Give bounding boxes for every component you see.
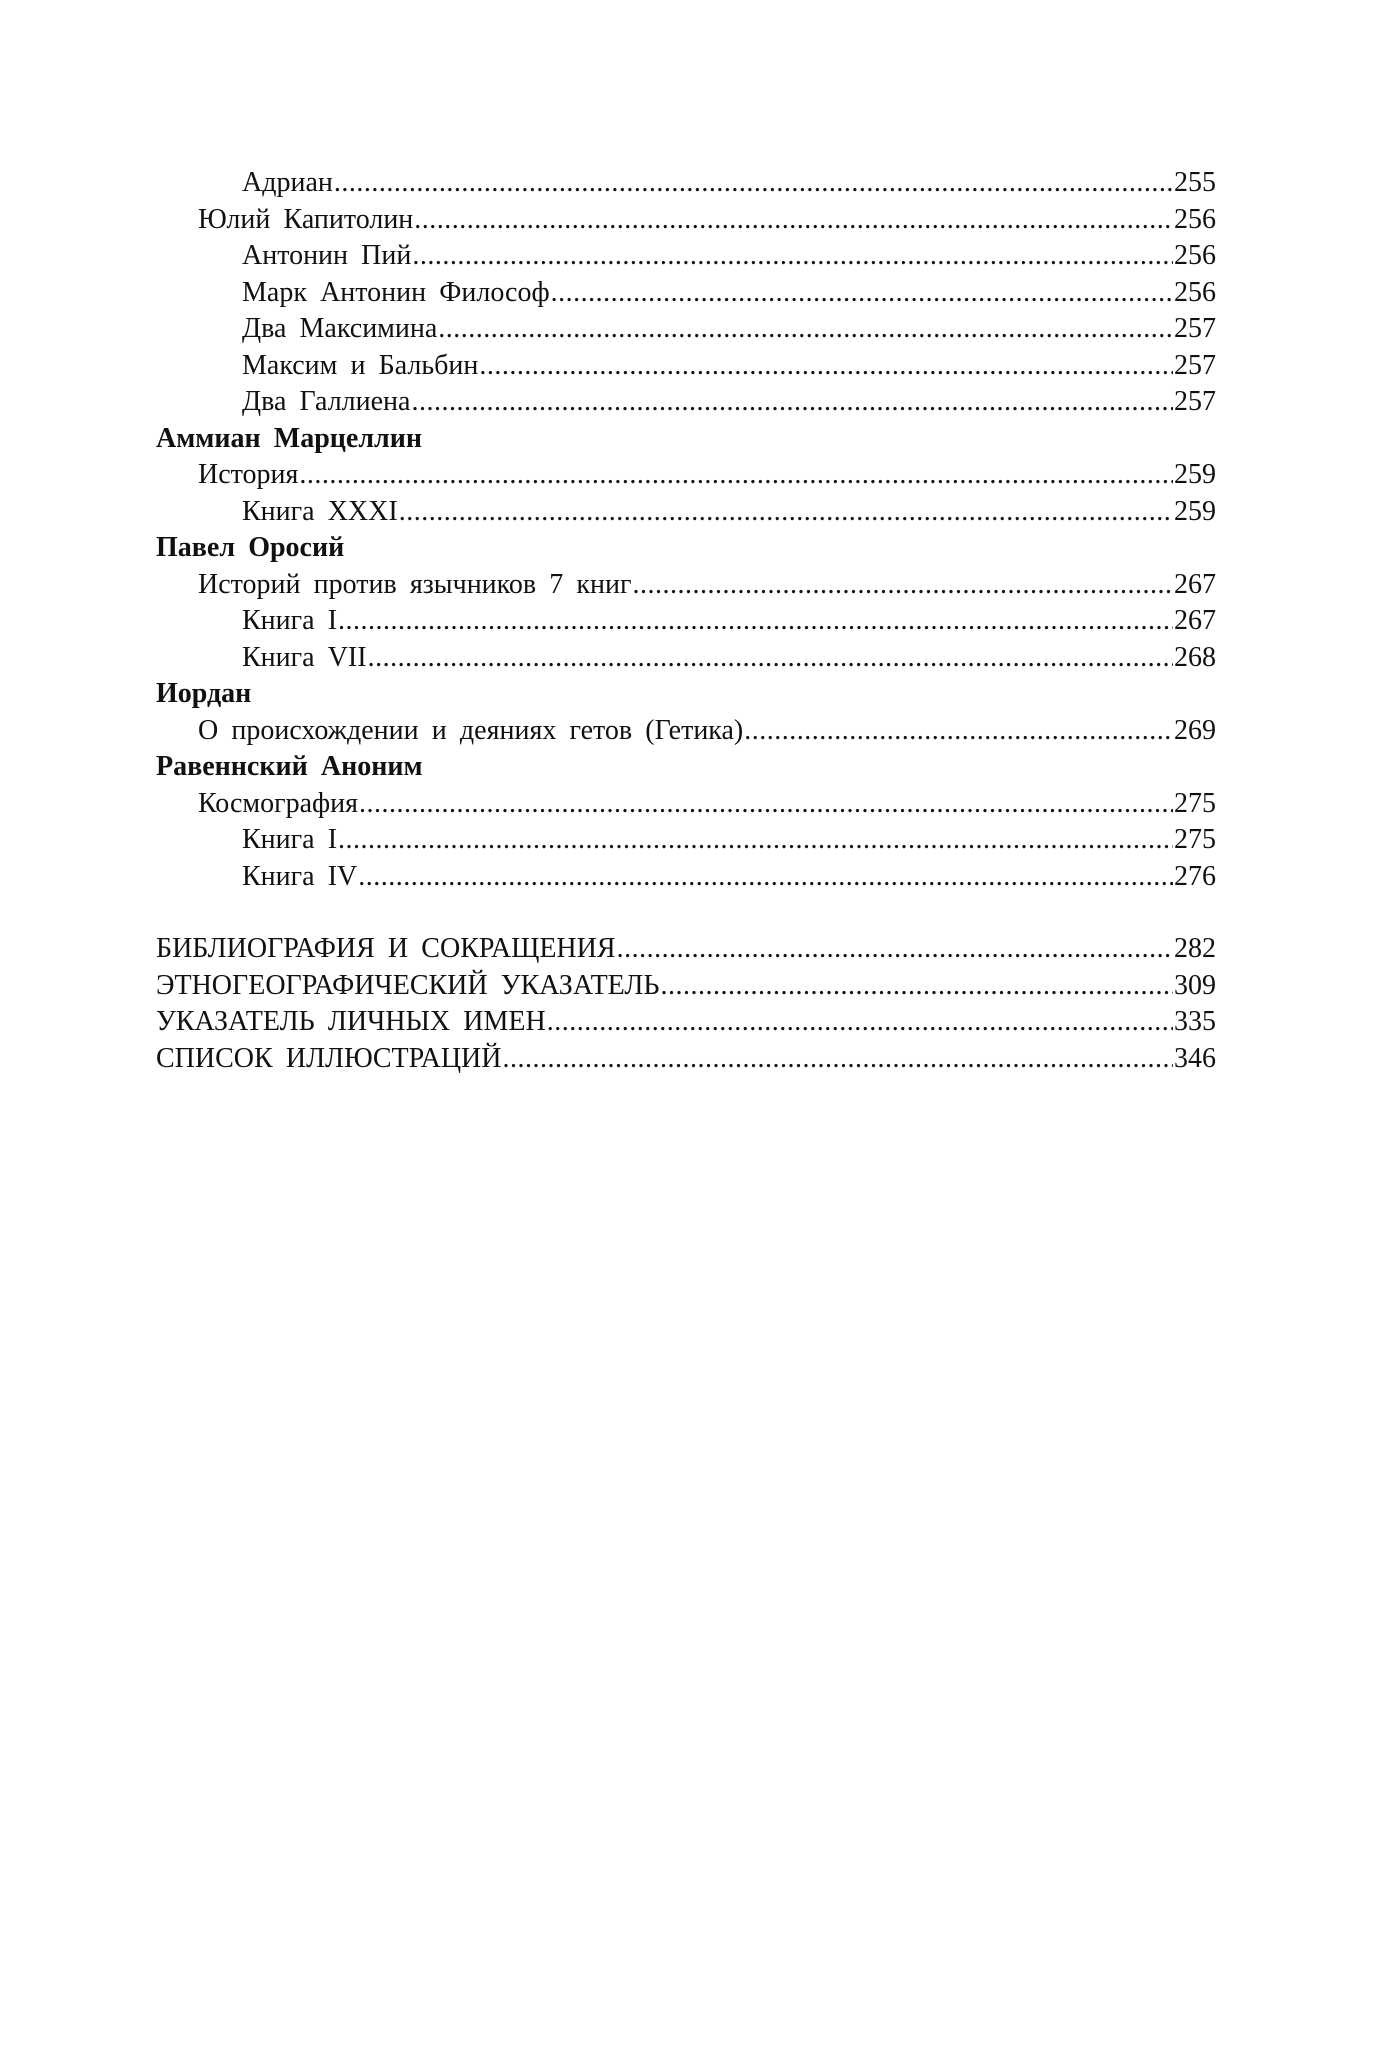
toc-entry-title: Антонин Пий bbox=[242, 240, 412, 271]
toc-section-heading bbox=[156, 530, 1216, 567]
dot-leader bbox=[368, 640, 1173, 677]
dot-leader bbox=[334, 165, 1173, 202]
toc-entry-title: Марк Антонин Философ bbox=[242, 276, 550, 308]
toc-entry[interactable] bbox=[156, 822, 1216, 859]
dot-leader bbox=[438, 311, 1173, 348]
toc-entry[interactable] bbox=[156, 384, 1216, 421]
toc-entry-title: УКАЗАТЕЛЬ ЛИЧНЫХ ИМЕН bbox=[156, 1006, 546, 1037]
toc-entry[interactable] bbox=[156, 348, 1216, 385]
dot-leader bbox=[299, 457, 1173, 494]
toc-entry-title: Два Максимина bbox=[242, 313, 438, 344]
toc-entry[interactable] bbox=[156, 1041, 1216, 1078]
toc-entry-title: Книга VII bbox=[242, 641, 367, 673]
toc-page-number: 257 bbox=[1174, 313, 1216, 344]
toc-entry-title: Иордан bbox=[156, 678, 252, 709]
dot-leader bbox=[617, 931, 1173, 968]
dot-leader bbox=[551, 275, 1173, 312]
toc-entry[interactable] bbox=[156, 1004, 1216, 1041]
toc-entry-title: БИБЛИОГРАФИЯ И СОКРАЩЕНИЯ bbox=[156, 933, 616, 964]
toc-section-heading bbox=[156, 676, 1216, 713]
dot-leader bbox=[414, 202, 1173, 239]
dot-leader bbox=[412, 238, 1173, 275]
toc-page-number: 257 bbox=[1174, 349, 1216, 381]
dot-leader bbox=[632, 567, 1173, 604]
dot-leader bbox=[502, 1041, 1173, 1078]
toc-section-heading bbox=[156, 421, 1216, 458]
toc-page-number: 346 bbox=[1174, 1042, 1216, 1074]
toc-page-number: 282 bbox=[1174, 933, 1216, 964]
toc-entry-title: ЭТНОГЕОГРАФИЧЕСКИЙ УКАЗАТЕЛЬ bbox=[156, 969, 660, 1001]
toc-page-number: 275 bbox=[1174, 787, 1216, 819]
dot-leader bbox=[411, 384, 1173, 421]
toc-page-number: 335 bbox=[1174, 1006, 1216, 1037]
toc-entry-title: Книга I bbox=[242, 605, 338, 636]
toc-entry-title: Книга IV bbox=[242, 860, 358, 892]
dot-leader bbox=[359, 786, 1173, 823]
dot-leader bbox=[399, 494, 1173, 531]
toc-entry-title: Павел Оросий bbox=[156, 532, 345, 563]
toc-page-number: 255 bbox=[1174, 167, 1216, 198]
toc-entry[interactable] bbox=[156, 457, 1216, 494]
toc-page-number: 275 bbox=[1174, 824, 1216, 855]
toc-entry-title: Максим и Бальбин bbox=[242, 349, 479, 381]
toc-entry-title: Космография bbox=[198, 787, 359, 819]
toc-entry[interactable] bbox=[156, 859, 1216, 896]
toc-entry-title: Равеннский Аноним bbox=[156, 751, 423, 782]
toc-entry[interactable] bbox=[156, 494, 1216, 531]
dot-leader bbox=[338, 822, 1173, 859]
toc-entry[interactable] bbox=[156, 275, 1216, 312]
dot-leader bbox=[661, 968, 1174, 1005]
toc-entry[interactable] bbox=[156, 238, 1216, 275]
toc-entry[interactable] bbox=[156, 713, 1216, 750]
toc-entry-title: История bbox=[198, 459, 299, 490]
dot-leader bbox=[358, 859, 1173, 896]
toc-entry[interactable] bbox=[156, 968, 1216, 1005]
toc-page-number: 257 bbox=[1174, 386, 1216, 417]
toc-entry[interactable] bbox=[156, 603, 1216, 640]
toc-page-number: 259 bbox=[1174, 495, 1216, 527]
toc-page-number: 259 bbox=[1174, 459, 1216, 490]
toc-page-number: 269 bbox=[1174, 714, 1216, 746]
toc-page-number: 268 bbox=[1174, 641, 1216, 673]
dot-leader bbox=[479, 348, 1173, 385]
toc-entry[interactable] bbox=[156, 567, 1216, 604]
toc-page-number: 267 bbox=[1174, 605, 1216, 636]
toc-entry-title: О происхождении и деяниях гетов (Гетика) bbox=[198, 714, 744, 746]
toc-entry-title: СПИСОК ИЛЛЮСТРАЦИЙ bbox=[156, 1042, 502, 1074]
dot-leader bbox=[547, 1004, 1173, 1041]
toc-entry-title: Историй против язычников 7 книг bbox=[198, 568, 632, 600]
toc-entry[interactable] bbox=[156, 786, 1216, 823]
toc-page-number: 309 bbox=[1174, 969, 1216, 1001]
toc-entry[interactable] bbox=[156, 931, 1216, 968]
toc-page-number: 267 bbox=[1174, 568, 1216, 600]
dot-leader bbox=[744, 713, 1173, 750]
toc-entry-title: Адриан bbox=[242, 167, 333, 198]
dot-leader bbox=[338, 603, 1173, 640]
toc-entry-title: Книга XXXI bbox=[242, 495, 398, 527]
toc-entry[interactable] bbox=[156, 202, 1216, 239]
toc-entry[interactable] bbox=[156, 311, 1216, 348]
toc-entry[interactable] bbox=[156, 640, 1216, 677]
toc-entry-title: Аммиан Марцеллин bbox=[156, 422, 423, 454]
toc-entry-title: Юлий Капитолин bbox=[198, 203, 414, 235]
toc-page-number: 256 bbox=[1174, 276, 1216, 308]
toc-page-number: 256 bbox=[1174, 203, 1216, 235]
toc-entry-title: Книга I bbox=[242, 824, 338, 855]
toc-page-number: 276 bbox=[1174, 860, 1216, 892]
toc-section-heading bbox=[156, 749, 1216, 786]
table-of-contents bbox=[156, 165, 1216, 1077]
toc-page-number: 256 bbox=[1174, 240, 1216, 271]
toc-entry[interactable] bbox=[156, 165, 1216, 202]
toc-entry-title: Два Галлиена bbox=[242, 386, 411, 417]
